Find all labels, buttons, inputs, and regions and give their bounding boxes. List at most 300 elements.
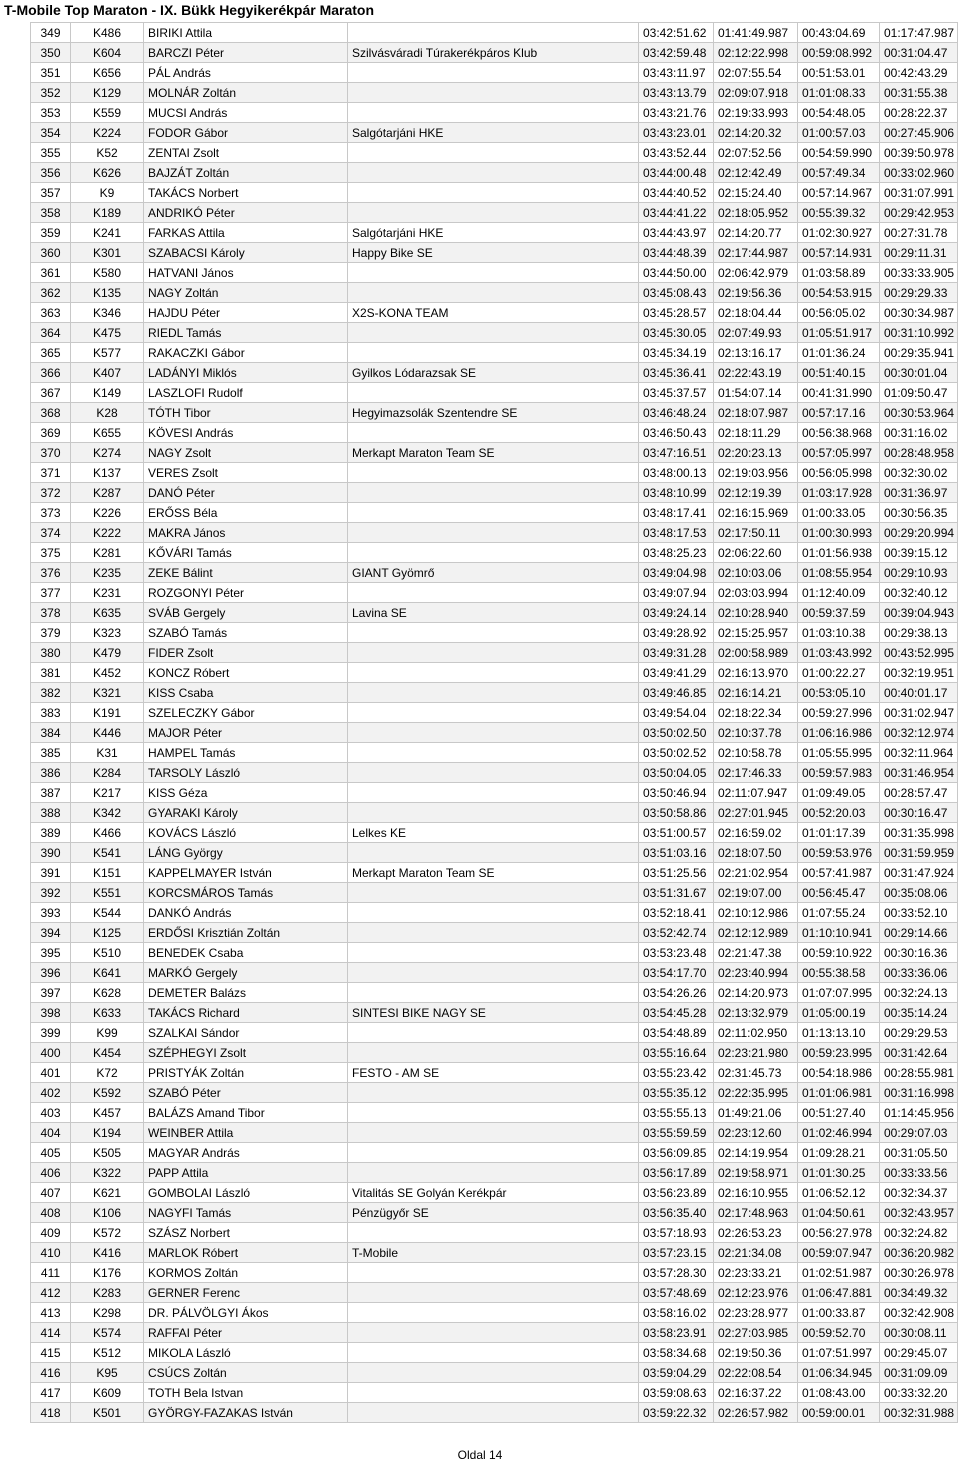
club-cell (348, 343, 639, 363)
total-time-cell: 03:51:03.16 (639, 843, 714, 863)
split-3-cell: 00:31:42.64 (880, 1043, 958, 1063)
split-2-cell: 00:57:14.967 (798, 183, 880, 203)
table-row (31, 783, 958, 803)
table-row (31, 403, 958, 423)
split-1-cell: 02:27:03.985 (714, 1323, 798, 1343)
split-1-cell: 02:17:50.11 (714, 523, 798, 543)
total-time-cell: 03:50:02.52 (639, 743, 714, 763)
split-1-cell: 02:22:08.54 (714, 1363, 798, 1383)
rank-cell: 379 (31, 623, 71, 643)
total-time-cell: 03:49:28.92 (639, 623, 714, 643)
rank-cell: 412 (31, 1283, 71, 1303)
club-cell (348, 903, 639, 923)
club-cell (348, 1323, 639, 1343)
split-2-cell: 00:57:17.16 (798, 403, 880, 423)
table-row (31, 43, 958, 63)
bib-cell: K137 (71, 463, 144, 483)
club-cell (348, 783, 639, 803)
bib-cell: K235 (71, 563, 144, 583)
rank-cell: 358 (31, 203, 71, 223)
club-cell (348, 623, 639, 643)
total-time-cell: 03:45:34.19 (639, 343, 714, 363)
split-2-cell: 01:01:30.25 (798, 1163, 880, 1183)
name-cell: LÁNG György (144, 843, 348, 863)
rank-cell: 417 (31, 1383, 71, 1403)
bib-cell: K323 (71, 623, 144, 643)
total-time-cell: 03:52:42.74 (639, 923, 714, 943)
rank-cell: 382 (31, 683, 71, 703)
table-row (31, 803, 958, 823)
split-3-cell: 00:29:29.53 (880, 1023, 958, 1043)
split-3-cell: 00:31:46.954 (880, 763, 958, 783)
bib-cell: K457 (71, 1103, 144, 1123)
bib-cell: K609 (71, 1383, 144, 1403)
name-cell: LADÁNYI Miklós (144, 363, 348, 383)
split-2-cell: 00:54:59.990 (798, 143, 880, 163)
split-3-cell: 00:31:10.992 (880, 323, 958, 343)
page-number: Oldal 14 (457, 1448, 503, 1462)
bib-cell: K655 (71, 423, 144, 443)
total-time-cell: 03:48:00.13 (639, 463, 714, 483)
table-row (31, 163, 958, 183)
name-cell: ANDRIKÓ Péter (144, 203, 348, 223)
club-cell (348, 703, 639, 723)
total-time-cell: 03:55:55.13 (639, 1103, 714, 1123)
table-row (31, 523, 958, 543)
rank-cell: 351 (31, 63, 71, 83)
club-cell (348, 1103, 639, 1123)
bib-cell: K301 (71, 243, 144, 263)
name-cell: BENEDEK Csaba (144, 943, 348, 963)
club-cell: Lavina SE (348, 603, 639, 623)
total-time-cell: 03:54:48.89 (639, 1023, 714, 1043)
split-3-cell: 00:39:15.12 (880, 543, 958, 563)
table-row (31, 203, 958, 223)
table-row (31, 823, 958, 843)
bib-cell: K592 (71, 1083, 144, 1103)
total-time-cell: 03:57:23.15 (639, 1243, 714, 1263)
rank-cell: 398 (31, 1003, 71, 1023)
split-1-cell: 02:31:45.73 (714, 1063, 798, 1083)
club-cell: GIANT Gyömrő (348, 563, 639, 583)
table-row (31, 923, 958, 943)
table-row (31, 583, 958, 603)
split-3-cell: 00:31:02.947 (880, 703, 958, 723)
club-cell (348, 1143, 639, 1163)
split-3-cell: 00:36:20.982 (880, 1243, 958, 1263)
split-3-cell: 00:29:45.07 (880, 1343, 958, 1363)
rank-cell: 406 (31, 1163, 71, 1183)
split-1-cell: 02:03:03.994 (714, 583, 798, 603)
name-cell: MAKRA János (144, 523, 348, 543)
rank-cell: 355 (31, 143, 71, 163)
name-cell: TAKÁCS Richard (144, 1003, 348, 1023)
name-cell: VERES Zsolt (144, 463, 348, 483)
split-3-cell: 00:28:48.958 (880, 443, 958, 463)
rank-cell: 362 (31, 283, 71, 303)
club-cell (348, 723, 639, 743)
club-cell (348, 1303, 639, 1323)
split-1-cell: 02:16:13.970 (714, 663, 798, 683)
split-3-cell: 00:32:12.974 (880, 723, 958, 743)
bib-cell: K574 (71, 1323, 144, 1343)
split-1-cell: 02:19:58.971 (714, 1163, 798, 1183)
rank-cell: 369 (31, 423, 71, 443)
name-cell: KORCSMÁROS Tamás (144, 883, 348, 903)
name-cell: NAGY Zsolt (144, 443, 348, 463)
total-time-cell: 03:55:59.59 (639, 1123, 714, 1143)
split-2-cell: 00:59:27.996 (798, 703, 880, 723)
name-cell: PÁL András (144, 63, 348, 83)
name-cell: SZÉPHEGYI Zsolt (144, 1043, 348, 1063)
split-2-cell: 01:00:30.993 (798, 523, 880, 543)
name-cell: SZABÓ Tamás (144, 623, 348, 643)
name-cell: BAJZÁT Zoltán (144, 163, 348, 183)
split-2-cell: 01:09:28.21 (798, 1143, 880, 1163)
split-1-cell: 01:49:21.06 (714, 1103, 798, 1123)
table-row (31, 1363, 958, 1383)
bib-cell: K226 (71, 503, 144, 523)
rank-cell: 376 (31, 563, 71, 583)
split-3-cell: 00:33:52.10 (880, 903, 958, 923)
name-cell: ZEKE Bálint (144, 563, 348, 583)
name-cell: MOLNÁR Zoltán (144, 83, 348, 103)
club-cell: Happy Bike SE (348, 243, 639, 263)
rank-cell: 410 (31, 1243, 71, 1263)
club-cell (348, 143, 639, 163)
split-2-cell: 01:00:33.05 (798, 503, 880, 523)
club-cell: FESTO - AM SE (348, 1063, 639, 1083)
table-row (31, 103, 958, 123)
split-1-cell: 02:18:05.952 (714, 203, 798, 223)
split-2-cell: 01:02:30.927 (798, 223, 880, 243)
split-3-cell: 01:14:45.956 (880, 1103, 958, 1123)
split-3-cell: 00:32:24.82 (880, 1223, 958, 1243)
name-cell: KONCZ Róbert (144, 663, 348, 683)
split-1-cell: 02:12:22.998 (714, 43, 798, 63)
split-1-cell: 02:16:59.02 (714, 823, 798, 843)
split-2-cell: 00:57:14.931 (798, 243, 880, 263)
split-1-cell: 02:18:11.29 (714, 423, 798, 443)
total-time-cell: 03:44:48.39 (639, 243, 714, 263)
bib-cell: K626 (71, 163, 144, 183)
split-2-cell: 01:13:13.10 (798, 1023, 880, 1043)
total-time-cell: 03:59:04.29 (639, 1363, 714, 1383)
total-time-cell: 03:44:00.48 (639, 163, 714, 183)
club-cell (348, 1403, 639, 1423)
split-3-cell: 00:32:43.957 (880, 1203, 958, 1223)
split-3-cell: 01:09:50.47 (880, 383, 958, 403)
split-2-cell: 00:43:04.69 (798, 23, 880, 43)
name-cell: KAPPELMAYER István (144, 863, 348, 883)
total-time-cell: 03:42:59.48 (639, 43, 714, 63)
bib-cell: K231 (71, 583, 144, 603)
name-cell: GYÖRGY-FAZAKAS István (144, 1403, 348, 1423)
name-cell: WEINBER Attila (144, 1123, 348, 1143)
split-2-cell: 01:12:40.09 (798, 583, 880, 603)
bib-cell: K452 (71, 663, 144, 683)
rank-cell: 378 (31, 603, 71, 623)
club-cell (348, 163, 639, 183)
name-cell: KÖVESI András (144, 423, 348, 443)
split-1-cell: 02:12:12.989 (714, 923, 798, 943)
split-2-cell: 01:06:47.881 (798, 1283, 880, 1303)
split-1-cell: 02:22:35.995 (714, 1083, 798, 1103)
split-2-cell: 00:55:38.58 (798, 963, 880, 983)
rank-cell: 363 (31, 303, 71, 323)
club-cell (348, 83, 639, 103)
table-row (31, 63, 958, 83)
club-cell: Salgótarjáni HKE (348, 223, 639, 243)
split-2-cell: 01:03:43.992 (798, 643, 880, 663)
split-3-cell: 00:35:08.06 (880, 883, 958, 903)
table-row (31, 383, 958, 403)
club-cell (348, 683, 639, 703)
split-1-cell: 02:10:03.06 (714, 563, 798, 583)
name-cell: SZELECZKY Gábor (144, 703, 348, 723)
club-cell: SINTESI BIKE NAGY SE (348, 1003, 639, 1023)
table-row (31, 683, 958, 703)
name-cell: FIDER Zsolt (144, 643, 348, 663)
split-1-cell: 02:26:53.23 (714, 1223, 798, 1243)
name-cell: DANÓ Péter (144, 483, 348, 503)
bib-cell: K287 (71, 483, 144, 503)
total-time-cell: 03:55:16.64 (639, 1043, 714, 1063)
total-time-cell: 03:44:40.52 (639, 183, 714, 203)
club-cell (348, 1343, 639, 1363)
split-1-cell: 02:10:12.986 (714, 903, 798, 923)
table-row (31, 423, 958, 443)
split-3-cell: 00:32:34.37 (880, 1183, 958, 1203)
split-3-cell: 00:29:29.33 (880, 283, 958, 303)
table-row (31, 1303, 958, 1323)
club-cell: Salgótarjáni HKE (348, 123, 639, 143)
rank-cell: 371 (31, 463, 71, 483)
table-row (31, 563, 958, 583)
club-cell (348, 923, 639, 943)
split-3-cell: 00:30:16.47 (880, 803, 958, 823)
split-3-cell: 00:31:07.991 (880, 183, 958, 203)
bib-cell: K510 (71, 943, 144, 963)
rank-cell: 380 (31, 643, 71, 663)
split-3-cell: 00:39:50.978 (880, 143, 958, 163)
club-cell (348, 283, 639, 303)
club-cell (348, 23, 639, 43)
split-2-cell: 00:57:49.34 (798, 163, 880, 183)
split-3-cell: 00:32:40.12 (880, 583, 958, 603)
total-time-cell: 03:42:51.62 (639, 23, 714, 43)
rank-cell: 393 (31, 903, 71, 923)
bib-cell: K604 (71, 43, 144, 63)
split-3-cell: 00:31:36.97 (880, 483, 958, 503)
total-time-cell: 03:48:25.23 (639, 543, 714, 563)
total-time-cell: 03:46:50.43 (639, 423, 714, 443)
split-1-cell: 02:14:20.77 (714, 223, 798, 243)
table-row (31, 703, 958, 723)
club-cell (348, 323, 639, 343)
split-1-cell: 02:14:20.32 (714, 123, 798, 143)
split-1-cell: 02:10:37.78 (714, 723, 798, 743)
table-row (31, 143, 958, 163)
total-time-cell: 03:49:24.14 (639, 603, 714, 623)
total-time-cell: 03:57:28.30 (639, 1263, 714, 1283)
total-time-cell: 03:48:17.53 (639, 523, 714, 543)
total-time-cell: 03:46:48.24 (639, 403, 714, 423)
bib-cell: K321 (71, 683, 144, 703)
split-3-cell: 00:32:11.964 (880, 743, 958, 763)
table-row (31, 903, 958, 923)
club-cell (348, 263, 639, 283)
bib-cell: K31 (71, 743, 144, 763)
bib-cell: K274 (71, 443, 144, 463)
split-3-cell: 00:33:36.06 (880, 963, 958, 983)
name-cell: ERDŐSI Krisztián Zoltán (144, 923, 348, 943)
total-time-cell: 03:49:46.85 (639, 683, 714, 703)
bib-cell: K541 (71, 843, 144, 863)
rank-cell: 357 (31, 183, 71, 203)
bib-cell: K544 (71, 903, 144, 923)
split-2-cell: 00:51:40.15 (798, 363, 880, 383)
split-2-cell: 01:03:58.89 (798, 263, 880, 283)
split-3-cell: 00:35:14.24 (880, 1003, 958, 1023)
total-time-cell: 03:43:52.44 (639, 143, 714, 163)
split-3-cell: 00:27:31.78 (880, 223, 958, 243)
split-2-cell: 00:59:37.59 (798, 603, 880, 623)
club-cell (348, 1223, 639, 1243)
split-3-cell: 00:27:45.906 (880, 123, 958, 143)
total-time-cell: 03:43:11.97 (639, 63, 714, 83)
split-2-cell: 00:59:52.70 (798, 1323, 880, 1343)
table-row (31, 863, 958, 883)
bib-cell: K125 (71, 923, 144, 943)
table-row (31, 1343, 958, 1363)
split-1-cell: 02:21:02.954 (714, 863, 798, 883)
split-1-cell: 02:11:02.950 (714, 1023, 798, 1043)
rank-cell: 413 (31, 1303, 71, 1323)
bib-cell: K501 (71, 1403, 144, 1423)
bib-cell: K9 (71, 183, 144, 203)
rank-cell: 356 (31, 163, 71, 183)
split-2-cell: 01:05:55.995 (798, 743, 880, 763)
rank-cell: 399 (31, 1023, 71, 1043)
total-time-cell: 03:49:41.29 (639, 663, 714, 683)
split-2-cell: 00:54:48.05 (798, 103, 880, 123)
split-1-cell: 02:19:33.993 (714, 103, 798, 123)
club-cell (348, 1363, 639, 1383)
table-row (31, 1063, 958, 1083)
total-time-cell: 03:44:50.00 (639, 263, 714, 283)
name-cell: MARKÓ Gergely (144, 963, 348, 983)
rank-cell: 366 (31, 363, 71, 383)
rank-cell: 408 (31, 1203, 71, 1223)
bib-cell: K486 (71, 23, 144, 43)
table-row (31, 983, 958, 1003)
bib-cell: K106 (71, 1203, 144, 1223)
rank-cell: 397 (31, 983, 71, 1003)
bib-cell: K149 (71, 383, 144, 403)
name-cell: HAJDU Péter (144, 303, 348, 323)
split-3-cell: 00:31:59.959 (880, 843, 958, 863)
name-cell: MAGYAR András (144, 1143, 348, 1163)
rank-cell: 395 (31, 943, 71, 963)
table-row (31, 303, 958, 323)
name-cell: HAMPEL Tamás (144, 743, 348, 763)
split-1-cell: 02:27:01.945 (714, 803, 798, 823)
total-time-cell: 03:51:00.57 (639, 823, 714, 843)
bib-cell: K416 (71, 1243, 144, 1263)
rank-cell: 405 (31, 1143, 71, 1163)
table-row (31, 83, 958, 103)
split-2-cell: 00:53:05.10 (798, 683, 880, 703)
club-cell: Hegyimazsolák Szentendre SE (348, 403, 639, 423)
name-cell: KISS Géza (144, 783, 348, 803)
total-time-cell: 03:58:23.91 (639, 1323, 714, 1343)
split-3-cell: 00:43:52.995 (880, 643, 958, 663)
split-3-cell: 00:30:53.964 (880, 403, 958, 423)
bib-cell: K635 (71, 603, 144, 623)
table-row (31, 363, 958, 383)
total-time-cell: 03:53:23.48 (639, 943, 714, 963)
bib-cell: K454 (71, 1043, 144, 1063)
table-row (31, 543, 958, 563)
bib-cell: K151 (71, 863, 144, 883)
split-2-cell: 01:01:06.981 (798, 1083, 880, 1103)
split-2-cell: 01:01:36.24 (798, 343, 880, 363)
rank-cell: 367 (31, 383, 71, 403)
split-1-cell: 02:07:49.93 (714, 323, 798, 343)
bib-cell: K512 (71, 1343, 144, 1363)
club-cell (348, 1123, 639, 1143)
split-3-cell: 00:34:49.32 (880, 1283, 958, 1303)
club-cell (348, 883, 639, 903)
table-row (31, 1043, 958, 1063)
split-3-cell: 00:29:42.953 (880, 203, 958, 223)
rank-cell: 374 (31, 523, 71, 543)
total-time-cell: 03:49:04.98 (639, 563, 714, 583)
bib-cell: K224 (71, 123, 144, 143)
club-cell (348, 1043, 639, 1063)
split-2-cell: 00:59:08.992 (798, 43, 880, 63)
split-2-cell: 01:08:43.00 (798, 1383, 880, 1403)
bib-cell: K129 (71, 83, 144, 103)
split-2-cell: 01:02:46.994 (798, 1123, 880, 1143)
name-cell: NAGYFI Tamás (144, 1203, 348, 1223)
split-1-cell: 02:17:46.33 (714, 763, 798, 783)
split-1-cell: 02:22:43.19 (714, 363, 798, 383)
split-1-cell: 02:23:40.994 (714, 963, 798, 983)
bib-cell: K298 (71, 1303, 144, 1323)
rank-cell: 394 (31, 923, 71, 943)
club-cell (348, 523, 639, 543)
total-time-cell: 03:49:54.04 (639, 703, 714, 723)
rank-cell: 407 (31, 1183, 71, 1203)
club-cell (348, 63, 639, 83)
club-cell: X2S-KONA TEAM (348, 303, 639, 323)
club-cell (348, 1263, 639, 1283)
split-2-cell: 01:07:51.997 (798, 1343, 880, 1363)
split-2-cell: 01:07:55.24 (798, 903, 880, 923)
rank-cell: 372 (31, 483, 71, 503)
table-row (31, 343, 958, 363)
table-row (31, 1103, 958, 1123)
bib-cell: K284 (71, 763, 144, 783)
name-cell: TÓTH Tibor (144, 403, 348, 423)
split-3-cell: 00:33:02.960 (880, 163, 958, 183)
split-3-cell: 00:32:19.951 (880, 663, 958, 683)
split-3-cell: 00:28:22.37 (880, 103, 958, 123)
split-1-cell: 02:23:33.21 (714, 1263, 798, 1283)
rank-cell: 415 (31, 1343, 71, 1363)
